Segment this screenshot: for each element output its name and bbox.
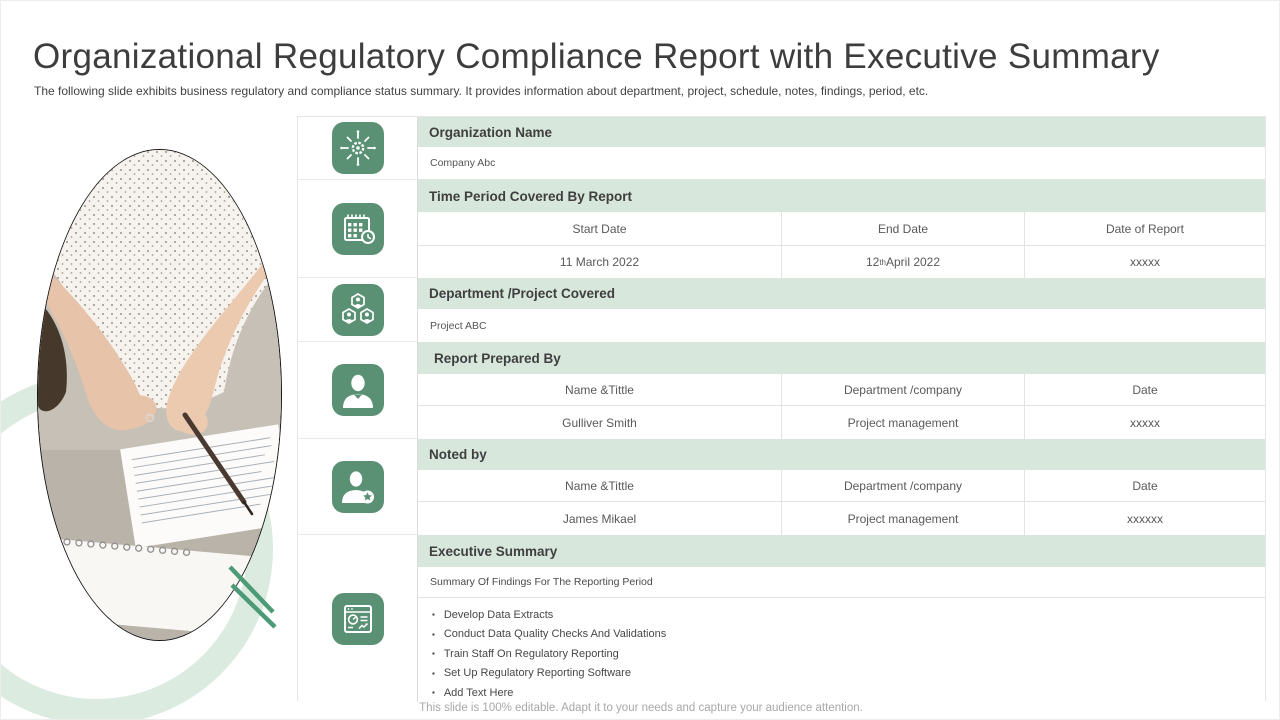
col-department-company-noted: Department /company xyxy=(782,470,1025,501)
bullet-text: Set Up Regulatory Reporting Software xyxy=(443,667,631,680)
bullet-square-icon: ▪ xyxy=(432,688,435,698)
decor-slashes xyxy=(221,557,285,635)
user-star-icon xyxy=(332,461,384,513)
col-name-title-noted: Name &Tittle xyxy=(418,470,782,501)
department-value: Project ABC xyxy=(418,309,1265,342)
prepared-by-header: Report Prepared By xyxy=(418,342,1265,374)
organization-header: Organization Name xyxy=(418,117,1265,147)
executive-summary-icon-cell xyxy=(298,535,418,702)
col-date: Date xyxy=(1132,382,1158,397)
bullet-square-icon: ▪ xyxy=(432,649,435,659)
bullet-square-icon: ▪ xyxy=(432,668,435,678)
editable-note: This slide is 100% editable. Adapt it to your needs and capture your audience attention. xyxy=(419,702,863,714)
organization-icon-cell xyxy=(298,117,418,180)
col-department-company: Department /company xyxy=(782,374,1025,405)
user-icon xyxy=(332,364,384,416)
time-period-icon-cell xyxy=(298,180,418,278)
col-start-date: Start Date xyxy=(418,212,782,245)
list-item xyxy=(432,625,1265,645)
noted-by-icon-cell xyxy=(298,439,418,535)
value-noted-name: James Mikael xyxy=(418,502,782,535)
summary-bullet-list xyxy=(418,598,1265,702)
section-prepared-by xyxy=(298,342,1265,439)
list-item xyxy=(432,683,1265,703)
col-name-title: Name &Tittle xyxy=(418,374,782,405)
gear-rays-icon xyxy=(332,122,384,174)
value-prepared-name: Gulliver Smith xyxy=(418,406,782,439)
calendar-clock-icon xyxy=(332,203,384,255)
col-end-date: End Date xyxy=(782,212,1025,245)
section-department xyxy=(298,278,1265,342)
compliance-table xyxy=(297,116,1266,701)
end-date-day: 12 xyxy=(865,255,880,269)
value-prepared-date: xxxxx xyxy=(1130,415,1160,430)
page-subtitle: The following slide exhibits business regulatory and compliance status summary. It provides information about department, project, schedule, notes, findings, period, etc. xyxy=(34,84,929,98)
time-period-header: Time Period Covered By Report xyxy=(418,180,1265,212)
bullet-text: Train Staff On Regulatory Reporting xyxy=(443,647,619,660)
bullet-text: Conduct Data Quality Checks And Validations xyxy=(443,628,667,641)
noted-by-header: Noted by xyxy=(418,439,1265,470)
organization-value: Company Abc xyxy=(418,147,1265,180)
value-end-date xyxy=(782,246,1025,278)
value-date-of-report: xxxxx xyxy=(1130,255,1160,269)
department-icon-cell xyxy=(298,278,418,342)
summary-subtitle: Summary Of Findings For The Reporting Period xyxy=(418,567,1265,598)
bullet-square-icon: ▪ xyxy=(432,610,435,620)
value-noted-date: xxxxxx xyxy=(1127,511,1163,526)
report-window-icon xyxy=(332,593,384,645)
value-start-date: 11 March 2022 xyxy=(418,246,782,278)
bullet-text: Add Text Here xyxy=(443,686,514,699)
section-organization xyxy=(298,117,1265,180)
section-time-period xyxy=(298,180,1265,278)
section-executive-summary xyxy=(298,535,1265,702)
end-date-rest: April 2022 xyxy=(885,255,941,269)
executive-summary-header: Executive Summary xyxy=(418,535,1265,567)
list-item xyxy=(432,644,1265,664)
bullet-text: Develop Data Extracts xyxy=(443,608,554,621)
col-date-of-report: Date of Report xyxy=(1105,221,1185,236)
bullet-square-icon: ▪ xyxy=(432,629,435,639)
list-item xyxy=(432,664,1265,684)
prepared-by-icon-cell xyxy=(298,342,418,439)
col-date-noted: Date xyxy=(1132,478,1158,493)
section-noted-by xyxy=(298,439,1265,535)
page-title: Organizational Regulatory Compliance Report with Executive Summary xyxy=(33,37,1160,76)
team-icon xyxy=(332,284,384,336)
value-noted-dept: Project management xyxy=(782,502,1025,535)
end-date-ordinal: th xyxy=(879,257,886,267)
value-prepared-dept: Project management xyxy=(782,406,1025,439)
list-item xyxy=(432,605,1265,625)
department-header: Department /Project Covered xyxy=(418,278,1265,309)
